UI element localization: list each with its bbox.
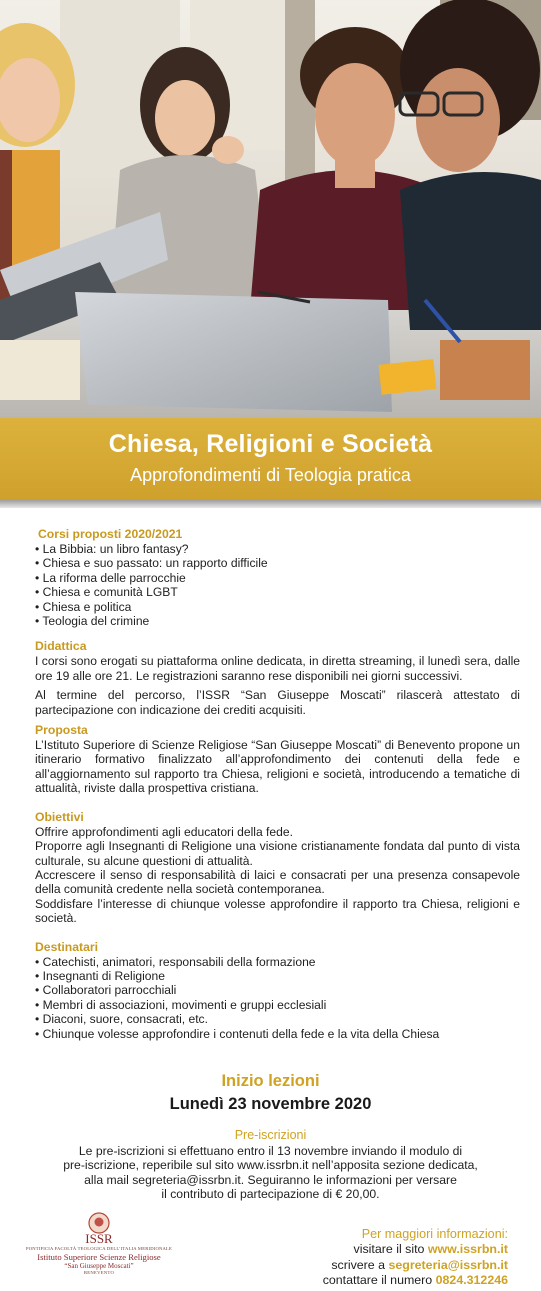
didactics-paragraph: I corsi sono erogati su piattaforma online dedicata, in diretta streaming, il lunedì sera, dalle ore 19 alle ore 21. Le registrazioni saranno rese disponibili nei giorni successivi.	[35, 654, 520, 683]
contact-site-prefix: visitare il sito	[353, 1242, 428, 1257]
preregistration-line: alla mail segreteria@issrbn.it. Seguiranno le informazioni per versare	[84, 1172, 457, 1187]
recipients-list	[35, 955, 520, 1041]
preregistration-heading: Pre-iscrizioni	[234, 1128, 307, 1142]
courses-list	[35, 542, 520, 628]
contact-phone-line	[208, 1273, 508, 1288]
preregistration-block	[0, 1128, 541, 1202]
certificate-paragraph: Al termine del percorso, l’ISSR “San Giuseppe Moscati” rilascerà attestato di partecipazione con indicazione dei crediti acquisiti.	[35, 688, 520, 717]
contact-site-line	[208, 1242, 508, 1257]
contact-heading: Per maggiori informazioni:	[361, 1227, 508, 1241]
page-title: Chiesa, Religioni e Società	[108, 430, 433, 458]
courses-heading: Corsi proposti 2020/2021	[38, 527, 183, 541]
proposal-paragraph: L’Istituto Superiore di Scienze Religiose “San Giuseppe Moscati” di Benevento propone un itinerario formativo finalizzato all’approfondimento dei contenuti della fede e all’aggiornamento sul rapporto tra Chiesa, religioni e società, introducendo a tematiche di attualità, riviste dalla prospettiva cristiana.	[35, 738, 520, 796]
issr-emblem-icon	[77, 1211, 121, 1245]
list-item: • Membri di associazioni, movimenti e gruppi ecclesiali	[35, 998, 520, 1012]
preregistration-line: pre-iscrizione, reperibile sul sito www.issrbn.it nell’apposita sezione dedicata,	[63, 1158, 478, 1173]
objective-paragraph: Proporre agli Insegnanti di Religione una visione cristianamente fondata dal punto di vista culturale, su alcune questioni di attualità.	[35, 839, 520, 868]
contact-phone-prefix: contattare il numero	[322, 1272, 436, 1287]
list-item: • Chiesa e comunità LGBT	[35, 585, 520, 599]
start-date: Lunedì 23 novembre 2020	[169, 1095, 372, 1113]
objective-paragraph: Soddisfare l’interesse di chiunque volesse approfondire il rapporto tra Chiesa, religioni e società.	[35, 896, 520, 926]
list-item: • Diaconi, suore, consacrati, etc.	[35, 1012, 520, 1026]
list-item: • La Bibbia: un libro fantasy?	[35, 542, 520, 556]
objectives-heading: Obiettivi	[35, 809, 84, 824]
contact-mail-line	[208, 1258, 508, 1273]
page-subtitle: Approfondimenti di Teologia pratica	[130, 465, 411, 485]
preregistration-line: il contributo di partecipazione di € 20,00.	[161, 1187, 380, 1202]
students-illustration	[0, 0, 541, 418]
list-item: • Chiunque volesse approfondire i contenuti della fede e la vita della Chiesa	[35, 1027, 520, 1041]
didactics-heading: Didattica	[35, 639, 87, 654]
contact-info	[208, 1227, 508, 1288]
list-item: • La riforma delle parrocchie	[35, 571, 520, 585]
hero-photo	[0, 0, 541, 418]
title-banner	[0, 418, 541, 500]
contact-mail-prefix: scrivere a	[331, 1257, 389, 1272]
list-item: • Chiesa e politica	[35, 600, 520, 614]
start-label: Inizio lezioni	[221, 1072, 320, 1090]
logo-patron: “San Giuseppe Moscati”	[64, 1262, 134, 1270]
logo-faculty: PONTIFICIA FACOLTÀ TEOLOGICA DELL’ITALIA MERIDIONALE	[25, 1246, 173, 1251]
logo-city: BENEVENTO	[83, 1270, 115, 1275]
objective-paragraph: Accrescere il senso di responsabilità di laici e consacrati per una presenza consapevole della comunità credente nella società contemporanea.	[35, 867, 520, 897]
list-item: • Insegnanti di Religione	[35, 969, 520, 983]
issr-logo-mark: ISSR	[85, 1231, 113, 1245]
proposal-heading: Proposta	[35, 723, 88, 738]
program-content	[35, 527, 520, 1041]
website-link[interactable]: www.issrbn.it	[427, 1242, 508, 1257]
banner-divider	[0, 500, 541, 508]
preregistration-line: Le pre-iscrizioni si effettuano entro il 13 novembre inviando il modulo di	[78, 1143, 463, 1158]
objective-paragraph: Offrire approfondimenti agli educatori della fede.	[35, 824, 293, 839]
email-link[interactable]: segreteria@issrbn.it	[388, 1257, 508, 1272]
phone-link[interactable]: 0824.312246	[435, 1272, 508, 1287]
start-block	[0, 1072, 541, 1114]
recipients-heading: Destinatari	[35, 939, 98, 954]
list-item: • Catechisti, animatori, responsabili della formazione	[35, 955, 520, 969]
logo-institute: Istituto Superiore Scienze Religiose	[37, 1252, 161, 1262]
list-item: • Collaboratori parrocchiali	[35, 983, 520, 997]
list-item: • Teologia del crimine	[35, 614, 520, 628]
issr-logo	[24, 1211, 174, 1287]
list-item: • Chiesa e suo passato: un rapporto difficile	[35, 556, 520, 570]
